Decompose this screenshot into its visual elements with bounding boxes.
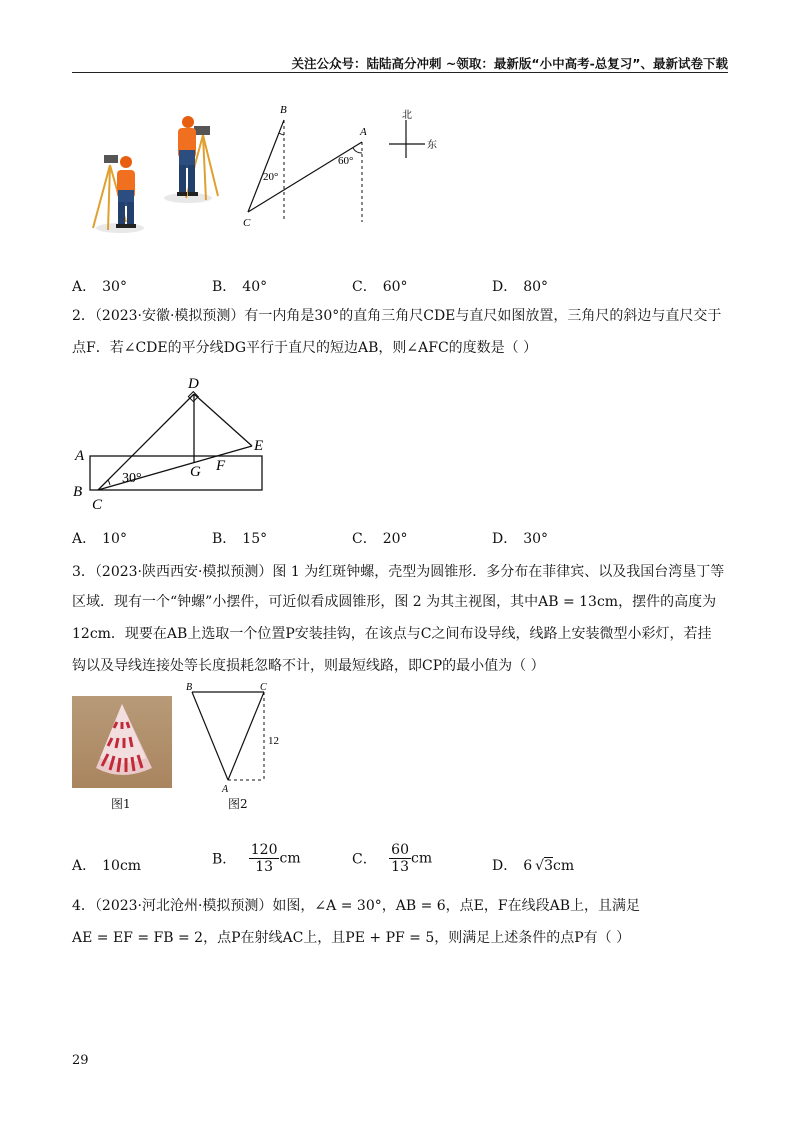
label-C: C: [260, 682, 267, 693]
label-B: B: [73, 484, 83, 500]
q1-option-c[interactable]: C． 60°: [352, 279, 408, 295]
label-A: A: [75, 448, 85, 464]
angle-20: 20°: [263, 171, 279, 183]
q3-line-3: 12cm．现要在AB上选取一个位置P安装挂钩，在该点与C之间布设导线，线路上安装微型小彩灯，若挂: [72, 626, 712, 642]
q2-option-c[interactable]: C． 20°: [352, 531, 408, 547]
q3-cone-front-view: [182, 680, 287, 795]
q3-line-1: 3．（2023·陕西西安·模拟预测）图 1 为红斑钟螺，壳型为圆锥形．多分布在菲律宾、以及我国台湾垦丁等: [72, 564, 725, 580]
q1-option-a[interactable]: A． 30°: [72, 279, 127, 295]
label-A: A: [360, 126, 367, 138]
compass-icon: [385, 106, 445, 166]
q2-option-b[interactable]: B． 15°: [212, 531, 268, 547]
header-rule: [72, 72, 728, 73]
q4-line-2: AE = EF = FB = 2，点P在射线AC上，且PE + PF = 5，则满足上述条件的点P有（ ）: [72, 930, 631, 946]
q3-line-2: 区域．现有一个“钟螺”小摆件，可近似看成圆锥形，图 2 为其主视图，其中AB = 13cm，摆件的高度为: [72, 594, 717, 610]
label-E: E: [254, 438, 264, 454]
q3-line-4: 钩以及导线连接处等长度损耗忽略不计，则最短线路，即CP的最小值为（ ）: [72, 658, 545, 674]
label-B: B: [280, 104, 287, 116]
fig1-caption: 图1: [111, 797, 131, 811]
label-B: B: [186, 682, 193, 693]
q3-option-a[interactable]: A． 10cm: [72, 858, 142, 874]
q1-option-b[interactable]: B． 40°: [212, 279, 268, 295]
angle-30: 30°: [122, 471, 142, 486]
shell-photo: [72, 696, 172, 788]
q3-option-c[interactable]: C． $\frac{60}{13}$ cm: [352, 842, 433, 875]
label-G: G: [190, 464, 201, 480]
label-F: F: [216, 458, 226, 474]
q2-option-a[interactable]: A． 10°: [72, 531, 127, 547]
angle-60: 60°: [338, 155, 354, 167]
east-label: 东: [427, 140, 437, 151]
q1-option-d[interactable]: D． 80°: [492, 279, 549, 295]
label-A: A: [222, 784, 229, 795]
q3-option-d[interactable]: D． 6 √3cm: [492, 858, 575, 874]
q2-option-d[interactable]: D． 30°: [492, 531, 549, 547]
q4-line-1: 4．（2023·河北沧州·模拟预测）如图，∠A = 30°，AB = 6，点E，F在线段AB上，且满足: [72, 898, 640, 914]
surveyors-illustration: [88, 110, 228, 240]
q2-triangle-ruler-diagram: [70, 370, 280, 515]
fig2-caption: 图2: [228, 797, 248, 811]
q1-bearing-diagram: [238, 98, 368, 233]
page-header: 关注公众号：陆陆高分冲刺 ~领取：最新版“小中高考-总复习”、最新试卷下载: [291, 56, 728, 71]
height-label: 12: [268, 735, 279, 747]
label-C: C: [92, 497, 103, 513]
label-C: C: [243, 217, 251, 229]
q2-line-2: 点F．若∠CDE的平分线DG平行于直尺的短边AB，则∠AFC的度数是（ ）: [72, 340, 538, 356]
north-label: 北: [402, 110, 412, 121]
q3-option-b[interactable]: B． $\frac{120}{13}$ cm: [212, 842, 301, 875]
q2-line-1: 2．（2023·安徽·模拟预测）有一内角是30°的直角三角尺CDE与直尺如图放置，三角尺的斜边与直尺交于: [72, 308, 722, 324]
label-D: D: [188, 376, 199, 392]
page-number: 29: [72, 1053, 89, 1068]
